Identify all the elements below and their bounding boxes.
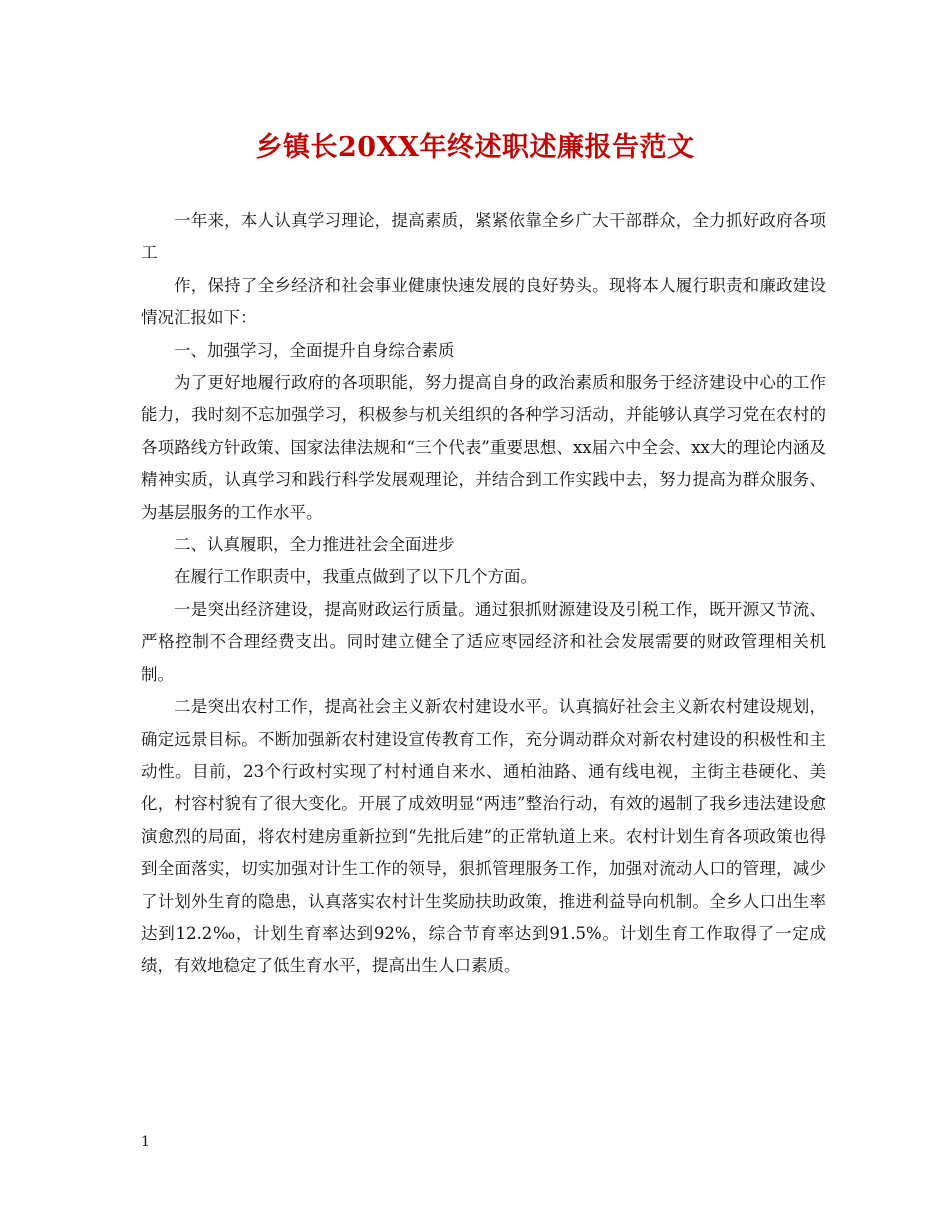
section-heading-2: 二、认真履职，全力推进社会全面进步 bbox=[174, 535, 455, 555]
paragraph-intro-continued: 作，保持了全乡经济和社会事业健康快速发展的良好势头。现将本人履行职责和廉政建设情况汇报如下： bbox=[141, 275, 826, 328]
paragraph-study: 为了更好地履行政府的各项职能，努力提高自身的政治素质和服务于经济建设中心的工作能力，我时刻不忘加强学习，积极参与机关组织的各种学习活动，并能够认真学习党在农村的各项路线方针政策、国家法律法规和“三个代表”重要思想、xx届六中全会、xx大的理论内涵及精神实质，认真学习和践行科学发展观理论，并结合到工作实践中去，努力提高为群众服务、为基层服务的工作水平。 bbox=[141, 373, 826, 522]
paragraph-duties-intro: 在履行工作职责中，我重点做到了以下几个方面。 bbox=[174, 567, 537, 587]
paragraph-economy: 一是突出经济建设，提高财政运行质量。通过狠抓财源建设及引税工作，既开源又节流、严格控制不合理经费支出。同时建立健全了适应枣园经济和社会发展需要的财政管理相关机制。 bbox=[141, 599, 826, 684]
document-title: 乡镇长20XX年终述职述廉报告范文 bbox=[255, 132, 695, 163]
paragraph-rural-work: 二是突出农村工作，提高社会主义新农村建设水平。认真搞好社会主义新农村建设规划，确定远景目标。不断加强新农村建设宣传教育工作，充分调动群众对新农村建设的积极性和主动性。目前，23个行政村实现了村村通自来水、通柏油路、通有线电视，主街主巷硬化、美化，村容村貌有了很大变化。开展了成效明显“两违”整治行动，有效的遏制了我乡违法建设愈演愈烈的局面，将农村建房重新拉到“先批后建”的正常轨道上来。农村计划生育各项政策也得到全面落实，切实加强对计生工作的领导，狠抓管理服务工作，加强对流动人口的管理，减少了计划外生育的隐患，认真落实农村计生奖励扶助政策，推进利益导向机制。全乡人口出生率达到12.2‰，计划生育率达到92%，综合节育率达到91.5%。计划生育工作取得了一定成绩，有效地稳定了低生育水平，提高出生人口素质。 bbox=[141, 697, 826, 976]
section-heading-1: 一、加强学习，全面提升自身综合素质 bbox=[174, 340, 455, 360]
paragraph-intro: 一年来，本人认真学习理论，提高素质，紧紧依靠全乡广大干部群众，全力抓好政府各项工 bbox=[141, 211, 826, 263]
page-number: 1 bbox=[141, 1134, 150, 1150]
document-body bbox=[141, 205, 826, 983]
